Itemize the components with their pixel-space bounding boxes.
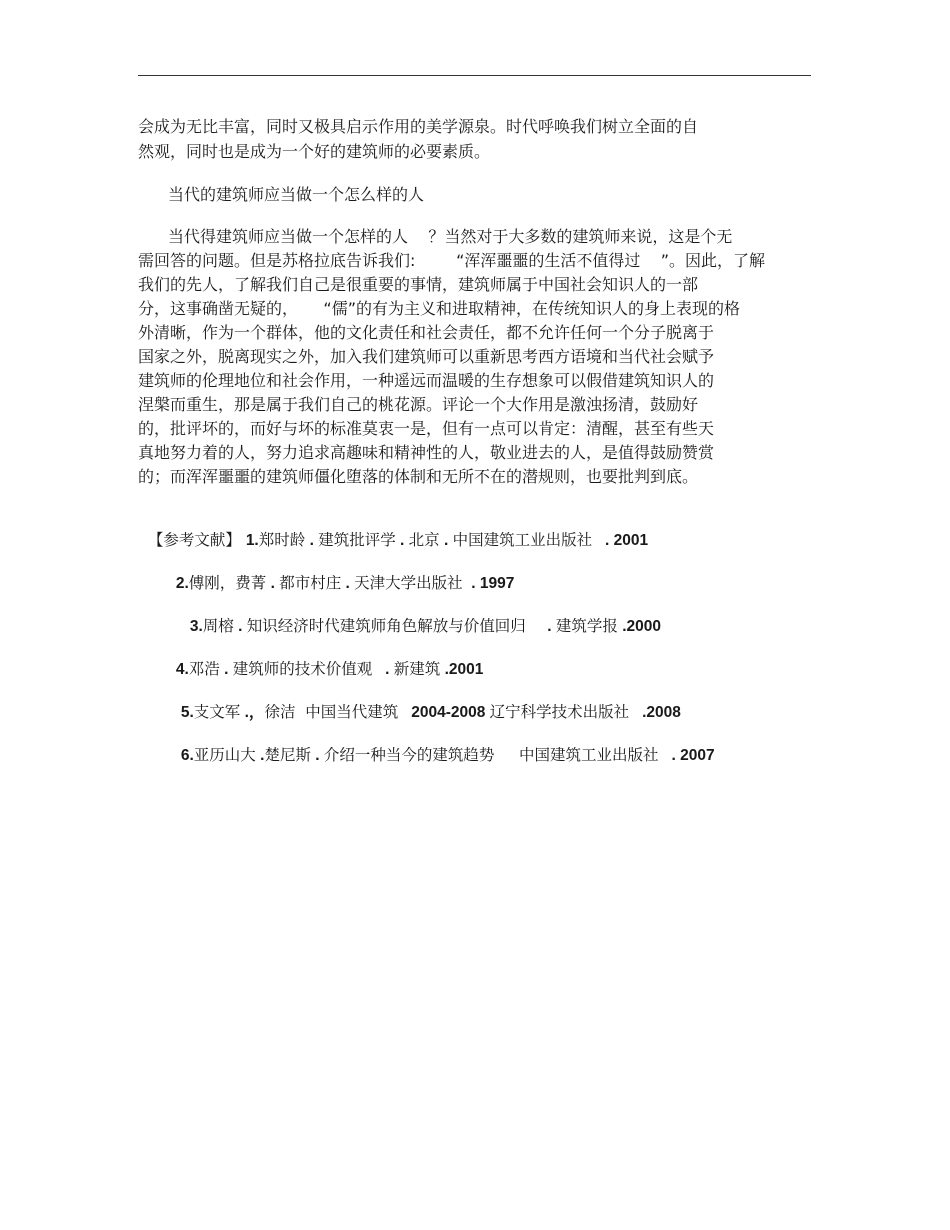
reference-part: 都市村庄: [279, 574, 342, 592]
reference-part: 徐洁 中国当代建筑: [264, 703, 399, 721]
reference-part: 新建筑: [393, 660, 441, 678]
reference-part: .: [255, 747, 265, 764]
reference-part: 郑时龄: [258, 531, 306, 549]
intro-line-1: 会成为无比丰富，同时又极具启示作用的美学源泉。时代呼唤我们树立全面的自: [138, 117, 699, 136]
reference-part: 北京: [408, 531, 440, 549]
header-rule: [138, 75, 811, 76]
body-line-9: 的，批评坏的，而好与坏的标准莫衷一是，但有一点可以肯定：清醒，甚至有些天: [138, 419, 715, 438]
references-label: 【参考文献】: [147, 531, 241, 549]
body-line-3: 我们的先人，了解我们自己是很重要的事情，建筑师属于中国社会知识人的一部: [138, 275, 699, 294]
reference-part: 楚尼斯: [264, 746, 311, 764]
reference-number: 2.: [175, 575, 189, 592]
reference-number: 6.: [180, 747, 194, 764]
reference-part: 2004-2008: [398, 704, 490, 721]
reference-part: 周榕: [202, 617, 234, 635]
reference-3: [180, 596, 661, 637]
reference-part: 邓浩: [188, 660, 220, 678]
section-heading: 当代的建筑师应当做一个怎么样的人: [168, 185, 425, 204]
reference-6: [171, 725, 715, 766]
reference-part: .: [372, 661, 394, 678]
reference-number: 4.: [175, 661, 189, 678]
body-line-11: 的；而浑浑噩噩的建筑师僵化堕落的体制和无所不在的潜规则，也要批判到底。: [138, 467, 699, 486]
reference-part: 支文军: [193, 703, 241, 721]
intro-line-2: 然观，同时也是成为一个好的建筑师的必要素质。: [138, 142, 491, 161]
body-line-10: 真地努力着的人，努力追求高趣味和精神性的人，敬业进去的人，是值得鼓励赞赏: [138, 443, 715, 462]
reference-part: 辽宁科学技术出版社: [489, 703, 630, 721]
reference-part: 介绍一种当今的建筑趋势: [323, 746, 495, 764]
reference-part: .2008: [629, 704, 681, 721]
reference-part: 中国建筑工业出版社: [452, 531, 593, 549]
reference-part: .: [266, 575, 280, 592]
body-line-5: 外清晰，作为一个群体，他的文化责任和社会责任，都不允许任何一个分子脱离于: [138, 323, 715, 342]
reference-part: .2001: [440, 661, 484, 678]
reference-part: .，: [240, 704, 265, 721]
body-line-7: 建筑师的伦理地位和社会作用，一种遥远而温暖的生存想象可以假借建筑知识人的: [138, 371, 715, 390]
reference-part: 亚历山大: [193, 746, 256, 764]
body-line-2: 需回答的问题。但是苏格拉底告诉我们: “浑浑噩噩的生活不值得过 ”。因此，了解: [138, 251, 766, 270]
reference-part: .2000: [617, 618, 662, 635]
body-line-8: 涅槃而重生，那是属于我们自己的桃花源。评论一个大作用是激浊扬清，鼓励好: [138, 395, 699, 414]
reference-part: .: [305, 532, 319, 549]
reference-part: 傅刚，费菁: [188, 574, 267, 592]
reference-part: 建筑学报: [555, 617, 618, 635]
reference-part: . 2001: [592, 532, 649, 549]
reference-part: .: [219, 661, 233, 678]
reference-part: 建筑批评学: [318, 531, 396, 549]
reference-part: 天津大学出版社: [354, 574, 463, 592]
reference-part: .: [439, 532, 453, 549]
reference-number: 3.: [189, 618, 203, 635]
reference-part: [494, 746, 519, 764]
body-line-4: 分，这事确凿无疑的， “儒”的有为主义和进取精神，在传统知识人的身上表现的格: [138, 299, 741, 318]
reference-part: .: [395, 532, 409, 549]
reference-2: [166, 553, 514, 594]
reference-part: .: [341, 575, 355, 592]
reference-4: [166, 639, 483, 680]
reference-part: 知识经济时代建筑师角色解放与价值回归: [246, 617, 526, 635]
reference-5: [171, 682, 681, 723]
body-line-6: 国家之外，脱离现实之外，加入我们建筑师可以重新思考西方语境和当代社会赋予: [138, 347, 715, 366]
reference-part: 建筑师的技术价值观: [232, 660, 373, 678]
body-line-1: 当代得建筑师应当做一个怎样的人 ？当然对于大多数的建筑师来说，这是个无: [168, 227, 733, 246]
reference-number: 1.: [245, 532, 259, 549]
reference-part: 中国建筑工业出版社: [519, 746, 659, 764]
reference-part: .: [310, 747, 324, 764]
reference-part: .: [233, 618, 247, 635]
reference-part: . 2007: [658, 747, 715, 764]
reference-part: . 1997: [462, 575, 515, 592]
reference-1: [138, 510, 648, 551]
reference-part: .: [525, 618, 556, 635]
reference-number: 5.: [180, 704, 194, 721]
